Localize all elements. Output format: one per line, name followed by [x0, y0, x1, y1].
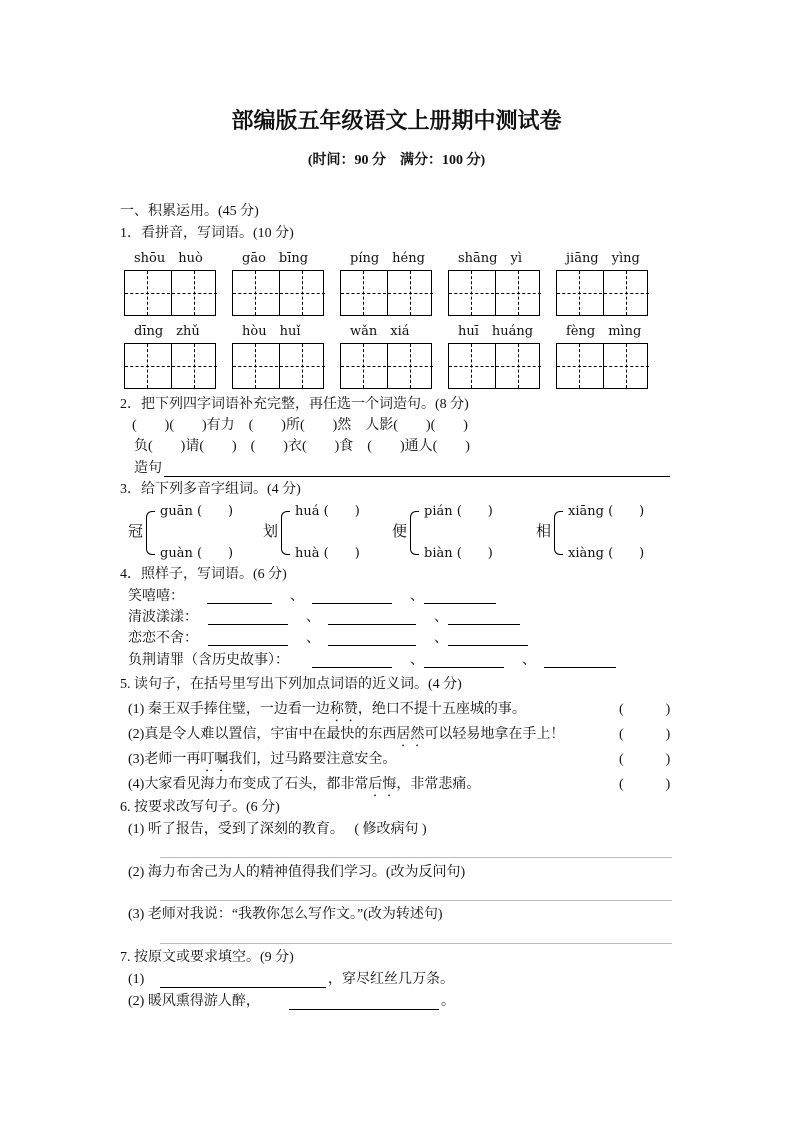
dashed-guide [172, 366, 217, 367]
reading-bottom: guàn ( ) [160, 546, 234, 561]
pinyin-label: dīng zhǔ [134, 324, 200, 339]
rewrite-item-2: (2) 海力布舍己为人的精神值得我们学习。(改为反问句) [128, 865, 466, 880]
sentence-text: (4)大家看见海力布变成了石头，都非常 [128, 777, 369, 792]
character-box[interactable] [556, 343, 648, 389]
reading-top: huá ( ) [295, 504, 360, 519]
fill-item-1-label: (1) [128, 972, 145, 987]
separator: 、 [434, 631, 448, 646]
page-title: 部编版五年级语文上册期中测试卷 [231, 109, 562, 134]
pattern-label: 笑嘻嘻： [128, 589, 184, 604]
separator: 、 [410, 653, 424, 668]
pattern-label: 清波漾漾： [128, 610, 198, 625]
pattern-label: 负荆请罪（含历史故事）： [128, 653, 289, 668]
character-box[interactable] [448, 270, 540, 316]
question-1-heading: 1．看拼音，写词语。(10 分) [120, 226, 294, 241]
brace [410, 511, 419, 555]
character-box[interactable] [232, 270, 324, 316]
pinyin-label: shōu huò [134, 251, 203, 266]
fill-item-2-end: 。 [441, 994, 455, 1009]
grid-cell [341, 344, 386, 388]
brace [281, 511, 290, 555]
answer-line-1[interactable] [160, 857, 672, 858]
fill-blank-1[interactable] [160, 987, 326, 988]
dashed-guide [388, 293, 433, 294]
dashed-guide [233, 366, 278, 367]
reading-bottom: biàn ( ) [424, 546, 493, 561]
separator: 、 [306, 631, 320, 646]
dashed-guide [604, 366, 649, 367]
dashed-guide [125, 366, 170, 367]
dashed-guide [341, 366, 386, 367]
separator: 、 [434, 610, 448, 625]
question-3-heading: 3．给下列多音字组词。(4 分) [120, 482, 301, 497]
separator: 、 [306, 610, 320, 625]
synonym-sentence [128, 776, 480, 800]
grid-cell [603, 344, 649, 388]
grid-cell [387, 271, 433, 315]
dotted-word: 称赞 [329, 702, 358, 717]
polyphone-char: 冠 [128, 524, 144, 540]
polyphone-char: 便 [392, 524, 408, 540]
pinyin-label: shāng yì [458, 251, 522, 266]
grid-cell [171, 344, 217, 388]
fill-item-2-text: (2) 暖风熏得游人醉， [128, 994, 260, 1009]
reading-bottom: huà ( ) [295, 546, 360, 561]
dashed-guide [449, 293, 494, 294]
brace [146, 511, 155, 555]
grid-cell [603, 271, 649, 315]
pinyin-label: píng héng [350, 251, 425, 266]
pinyin-label: gāo bīng [242, 251, 309, 266]
question-7-heading: 7. 按原文或要求填空。(9 分) [120, 950, 294, 965]
idiom-line-1: ( )( )有力 ( )所( )然 人影( )( ) [132, 418, 468, 433]
dashed-guide [388, 366, 433, 367]
reading-top: pián ( ) [424, 504, 493, 519]
answer-blank[interactable] [424, 667, 504, 668]
answer-bracket[interactable]: ( ) [619, 752, 671, 767]
dashed-guide [557, 293, 602, 294]
sentence-text: (2)真是令人难以置信，宇宙中在最快的东西 [128, 727, 397, 742]
character-box[interactable] [232, 343, 324, 389]
character-box[interactable] [340, 343, 432, 389]
sentence-text: ，非常悲痛。 [396, 777, 481, 792]
dashed-guide [341, 293, 386, 294]
dotted-word: 叮嘱 [200, 752, 229, 767]
answer-blank[interactable] [312, 667, 392, 668]
sentence-text: 可以轻易地拿在手上！ [424, 727, 565, 742]
pinyin-label: huī huáng [458, 324, 534, 339]
rewrite-item-3: (3) 老师对我说：“我教你怎么写作文。”(改为转述句) [128, 907, 443, 922]
dashed-guide [449, 366, 494, 367]
sentence-text: (1) 秦王双手捧住璧，一边看一边 [128, 702, 330, 717]
answer-blank[interactable] [448, 645, 528, 646]
grid-cell [233, 344, 278, 388]
idiom-line-2: 负( )请( ) ( )衣( )食 ( )通人( ) [134, 439, 470, 454]
sentence-answer-line[interactable] [164, 476, 670, 477]
separator: 、 [410, 589, 424, 604]
character-box[interactable] [556, 270, 648, 316]
separator: 、 [522, 653, 536, 668]
answer-blank[interactable] [424, 603, 496, 604]
grid-cell [449, 344, 494, 388]
question-2-heading: 2．把下列四字词语补充完整，再任选一个词造句。(8 分) [120, 397, 469, 412]
synonym-sentence [128, 751, 396, 775]
fill-blank-2[interactable] [289, 1009, 439, 1010]
grid-cell [449, 271, 494, 315]
character-box[interactable] [124, 270, 216, 316]
character-box[interactable] [448, 343, 540, 389]
sentence-text: 我们，过马路要注意安全。 [228, 752, 397, 767]
character-box[interactable] [124, 343, 216, 389]
sentence-text: (3)老师一再 [128, 752, 201, 767]
synonym-sentence [128, 726, 564, 750]
answer-blank[interactable] [208, 645, 288, 646]
character-box[interactable] [340, 270, 432, 316]
reading-top: guān ( ) [160, 504, 234, 519]
brace [554, 511, 563, 555]
sentence-label: 造句 [134, 461, 162, 476]
dashed-guide [604, 293, 649, 294]
reading-bottom: xiàng ( ) [568, 546, 645, 561]
grid-cell [557, 344, 602, 388]
dashed-guide [496, 293, 541, 294]
exam-info: (时间：90 分 满分：100 分) [307, 153, 486, 168]
grid-cell [171, 271, 217, 315]
dashed-guide [125, 293, 170, 294]
answer-bracket[interactable]: ( ) [619, 702, 671, 717]
fill-item-1-text: ，穿尽红丝几万条。 [328, 972, 454, 987]
pattern-label: 恋恋不舍： [128, 631, 198, 646]
dashed-guide [496, 366, 541, 367]
dashed-guide [557, 366, 602, 367]
answer-bracket[interactable]: ( ) [619, 727, 671, 742]
dashed-guide [280, 293, 325, 294]
answer-blank[interactable] [544, 667, 616, 668]
answer-blank[interactable] [328, 624, 416, 625]
reading-top: xiāng ( ) [568, 504, 645, 519]
section-heading: 一、积累运用。(45 分) [120, 204, 259, 219]
dotted-word: 居然 [396, 727, 425, 742]
dashed-guide [280, 366, 325, 367]
grid-cell [279, 271, 325, 315]
grid-cell [125, 271, 170, 315]
grid-cell [387, 344, 433, 388]
pinyin-label: hòu huǐ [242, 324, 301, 339]
separator: 、 [290, 589, 304, 604]
answer-line-2[interactable] [160, 900, 672, 901]
sentence-text: ，绝口不提十五座城的事。 [357, 702, 526, 717]
grid-cell [495, 271, 541, 315]
grid-cell [125, 344, 170, 388]
question-5-heading: 5. 读句子，在括号里写出下列加点词语的近义词。(4 分) [120, 677, 462, 692]
pinyin-label: fèng mìng [566, 324, 642, 339]
pinyin-label: jiāng yìng [566, 251, 640, 266]
grid-cell [279, 344, 325, 388]
grid-cell [341, 271, 386, 315]
answer-blank[interactable] [448, 624, 520, 625]
answer-line-3[interactable] [160, 943, 672, 944]
synonym-sentence [128, 701, 526, 725]
answer-bracket[interactable]: ( ) [619, 777, 671, 792]
polyphone-char: 相 [536, 524, 552, 540]
rewrite-item-1: (1) 听了报告，受到了深刻的教育。 ( 修改病句 ) [128, 822, 427, 837]
dashed-guide [172, 293, 217, 294]
dashed-guide [233, 293, 278, 294]
grid-cell [495, 344, 541, 388]
pinyin-label: wǎn xiá [350, 324, 410, 339]
answer-blank[interactable] [208, 624, 288, 625]
answer-blank[interactable] [312, 603, 392, 604]
grid-cell [557, 271, 602, 315]
polyphone-char: 划 [263, 524, 279, 540]
question-6-heading: 6. 按要求改写句子。(6 分) [120, 800, 280, 815]
question-4-heading: 4．照样子，写词语。(6 分) [120, 567, 287, 582]
answer-blank[interactable] [207, 603, 272, 604]
answer-blank[interactable] [328, 645, 416, 646]
grid-cell [233, 271, 278, 315]
dotted-word: 后悔 [368, 777, 397, 792]
